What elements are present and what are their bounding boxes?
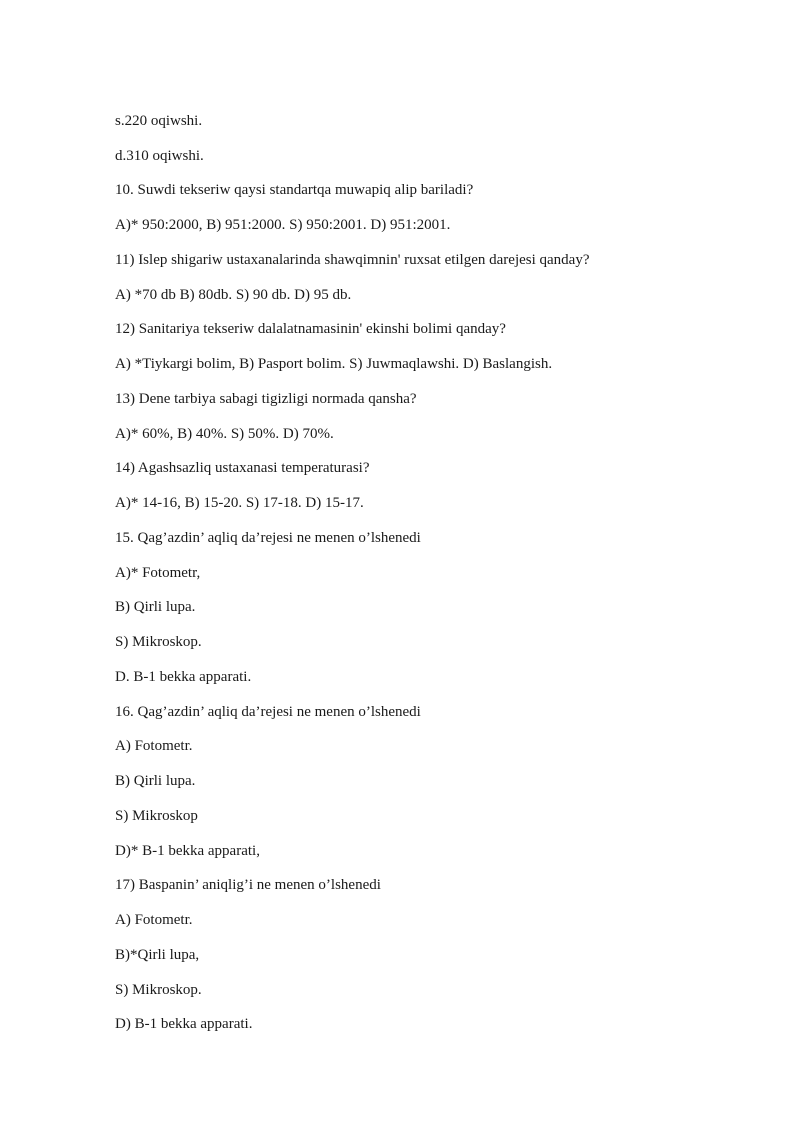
text-line: d.310 oqiwshi. — [115, 148, 204, 164]
answer-option: D) B-1 bekka apparati. — [115, 1016, 253, 1032]
question-13: 13) Dene tarbiya sabagi tigizligi normada qansha? — [115, 391, 417, 407]
answer-option: B)*Qirli lupa, — [115, 947, 200, 963]
answers-13: A)* 60%, B) 40%. S) 50%. D) 70%. — [115, 426, 334, 442]
question-16: 16. Qag’azdin’ aqliq da’rejesi ne menen o’lshenedi — [115, 704, 421, 720]
answers-14: A)* 14-16, B) 15-20. S) 17-18. D) 15-17. — [115, 495, 364, 511]
answer-option: S) Mikroskop. — [115, 982, 202, 998]
answer-option: B) Qirli lupa. — [115, 599, 196, 615]
answer-option: S) Mikroskop — [115, 808, 198, 824]
answers-11: A) *70 db B) 80db. S) 90 db. D) 95 db. — [115, 287, 352, 303]
question-11: 11) Islep shigariw ustaxanalarinda shawqimnin' ruxsat etilgen darejesi qanday? — [115, 252, 590, 268]
answer-option: S) Mikroskop. — [115, 634, 202, 650]
answer-option: A)* Fotometr, — [115, 565, 201, 581]
answers-12: A) *Tiykargi bolim, B) Pasport bolim. S) Juwmaqlawshi. D) Baslangish. — [115, 356, 553, 372]
answer-option: D. B-1 bekka apparati. — [115, 669, 252, 685]
question-12: 12) Sanitariya tekseriw dalalatnamasinin' ekinshi bolimi qanday? — [115, 321, 506, 337]
question-17: 17) Baspanin’ aniqlig’i ne menen o’lshenedi — [115, 877, 381, 893]
answers-10: A)* 950:2000, B) 951:2000. S) 950:2001. D) 951:2001. — [115, 217, 451, 233]
answer-option: B) Qirli lupa. — [115, 773, 196, 789]
answer-option: A) Fotometr. — [115, 912, 193, 928]
answer-option: A) Fotometr. — [115, 738, 193, 754]
text-line: s.220 oqiwshi. — [115, 113, 203, 129]
answer-option: D)* B-1 bekka apparati, — [115, 843, 260, 859]
question-15: 15. Qag’azdin’ aqliq da’rejesi ne menen o’lshenedi — [115, 530, 421, 546]
question-14: 14) Agashsazliq ustaxanasi temperaturasi? — [115, 460, 370, 476]
question-10: 10. Suwdi tekseriw qaysi standartqa muwapiq alip bariladi? — [115, 182, 474, 198]
